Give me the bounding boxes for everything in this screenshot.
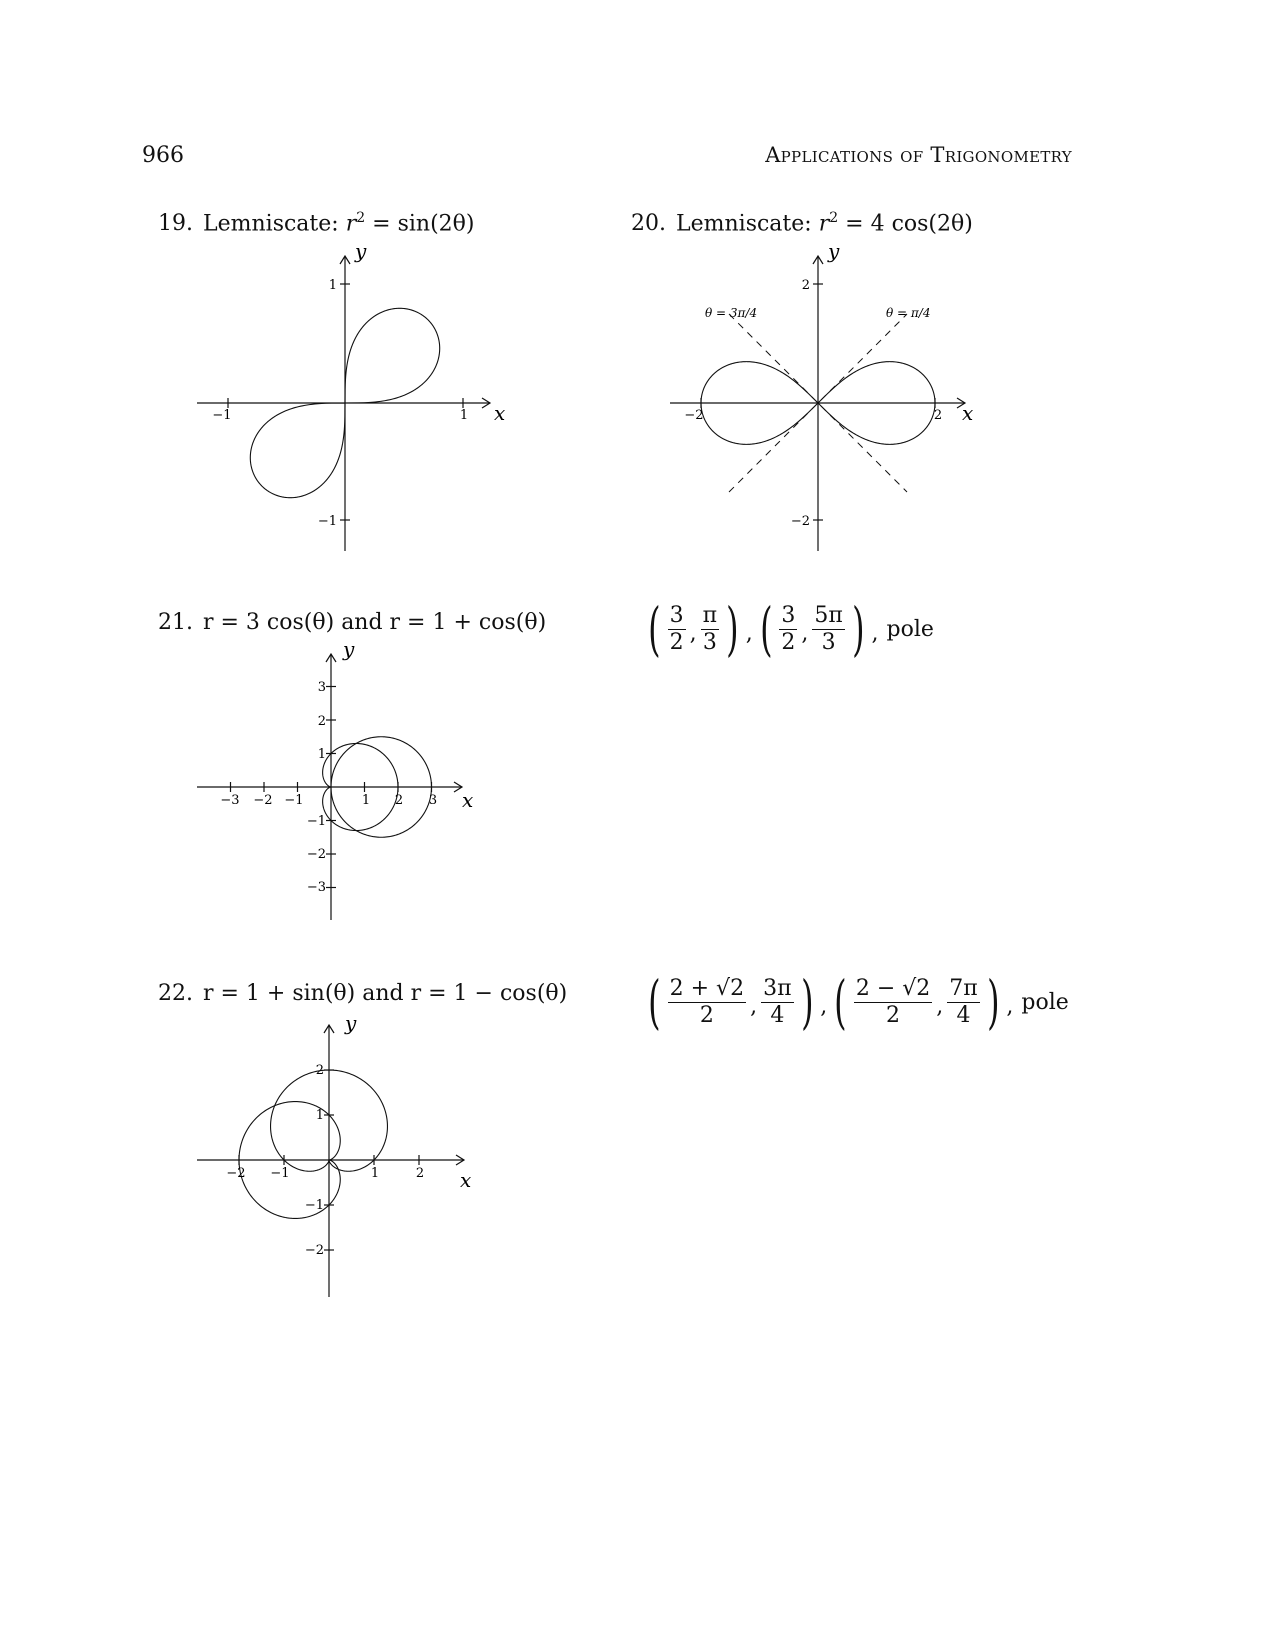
graph-19 — [150, 240, 520, 560]
y-tick-label: −2 — [306, 847, 326, 862]
pole-label: pole — [886, 616, 934, 642]
annotation-3pi-4: θ = 3π/4 — [705, 306, 758, 320]
left-paren: ( — [648, 968, 661, 1036]
left-paren: ( — [834, 968, 847, 1036]
x-tick-label: −2 — [253, 793, 273, 808]
equation-lhs: r — [345, 211, 357, 237]
right-paren: ) — [851, 595, 865, 663]
y-axis-label: y — [355, 239, 367, 263]
x-axis-label: x — [462, 788, 474, 812]
x-tick-label: 1 — [370, 1166, 380, 1181]
x-tick-label: −2 — [226, 1166, 246, 1181]
graph-22 — [190, 1012, 490, 1307]
y-tick-label: 2 — [315, 1063, 324, 1078]
equation-exponent: 2 — [829, 210, 839, 226]
x-tick-label: 1 — [459, 408, 469, 423]
problem-text: Lemniscate: — [676, 211, 819, 237]
x-tick-label: 1 — [361, 793, 371, 808]
left-paren: ( — [648, 595, 661, 663]
right-paren: ) — [726, 595, 739, 663]
y-tick-label: −2 — [790, 514, 810, 529]
x-tick-label: 2 — [933, 408, 943, 423]
graph-20 — [660, 240, 990, 560]
equation-exponent: 2 — [356, 210, 366, 226]
problem-20-title — [631, 210, 973, 236]
y-tick-label: 3 — [317, 680, 326, 695]
x-tick-label: 3 — [428, 793, 438, 808]
equation-rhs: = 4 cos(2θ) — [838, 211, 973, 237]
x-axis-label: x — [494, 401, 506, 425]
y-tick-label: −1 — [317, 514, 337, 529]
problem-21-title — [158, 610, 546, 635]
x-tick-label: 2 — [415, 1166, 425, 1181]
running-head: Applications of Trigonometry — [765, 143, 1072, 167]
y-tick-label: 1 — [315, 1108, 324, 1123]
fraction: $\frac{7\pi}{4}$ — [949, 976, 978, 1028]
x-axis-label: x — [460, 1168, 472, 1192]
y-tick-label: −1 — [304, 1198, 324, 1213]
x-tick-label: −1 — [284, 793, 304, 808]
right-paren: ) — [986, 968, 1000, 1036]
fraction: $\frac{3\pi}{4}$ — [763, 976, 792, 1028]
annotation-pi-4: θ = π/4 — [886, 306, 931, 320]
x-tick-label: 2 — [394, 793, 404, 808]
y-tick-label: 1 — [328, 278, 337, 293]
problem-text: r = 1 + sin(θ) and r = 1 − cos(θ) — [203, 981, 568, 1006]
fraction: $\frac{\pi}{3}$ — [702, 603, 718, 655]
y-axis-label: y — [345, 1011, 357, 1035]
problem-number: 19. — [158, 211, 193, 237]
y-tick-label: −3 — [306, 880, 326, 895]
equation-rhs: = sin(2θ) — [365, 211, 475, 237]
problem-22-title — [158, 981, 567, 1006]
problem-text: Lemniscate: — [203, 211, 346, 237]
fraction: $\frac{3}{2}$ — [669, 603, 684, 655]
problem-number: 22. — [158, 981, 193, 1006]
y-tick-label: 1 — [317, 747, 326, 762]
fraction: $\frac{3}{2}$ — [781, 603, 796, 655]
fraction: $\frac{2 + √2}{2}$ — [669, 976, 745, 1028]
page-number: 966 — [142, 143, 184, 168]
left-paren: ( — [759, 595, 773, 663]
problem-text: r = 3 cos(θ) and r = 1 + cos(θ) — [203, 610, 547, 635]
y-tick-label: 2 — [317, 714, 326, 729]
x-tick-label: −1 — [212, 408, 232, 423]
y-axis-label: y — [343, 637, 355, 661]
problem-number: 21. — [158, 610, 193, 635]
y-tick-label: 2 — [801, 278, 810, 293]
answer-21: ( $\frac{3}{2}$ , $\frac{\pi}{3}$ ) , ( $\frac{3}{2}$ , $\frac{5\pi}{3}$ ) , pole — [648, 595, 934, 663]
x-tick-label: −2 — [684, 408, 704, 423]
x-tick-label: −3 — [220, 793, 240, 808]
pole-label: pole — [1021, 989, 1069, 1015]
y-axis-label: y — [828, 239, 840, 263]
problem-19-title — [158, 210, 474, 236]
problem-number: 20. — [631, 211, 666, 237]
answer-22: ( $\frac{2 + √2}{2}$ , $\frac{3\pi}{4}$ ) , ( $\frac{2 - √2}{2}$ , $\frac{7\pi}{4}$ ) , pole — [648, 968, 1069, 1036]
y-tick-label: −1 — [306, 814, 326, 829]
x-tick-label: −1 — [270, 1166, 290, 1181]
fraction: $\frac{5\pi}{3}$ — [814, 603, 843, 655]
x-axis-label: x — [962, 401, 974, 425]
right-paren: ) — [800, 968, 814, 1036]
fraction: $\frac{2 - √2}{2}$ — [855, 976, 931, 1028]
y-tick-label: −2 — [304, 1243, 324, 1258]
equation-lhs: r — [818, 211, 830, 237]
graph-21 — [190, 637, 490, 930]
